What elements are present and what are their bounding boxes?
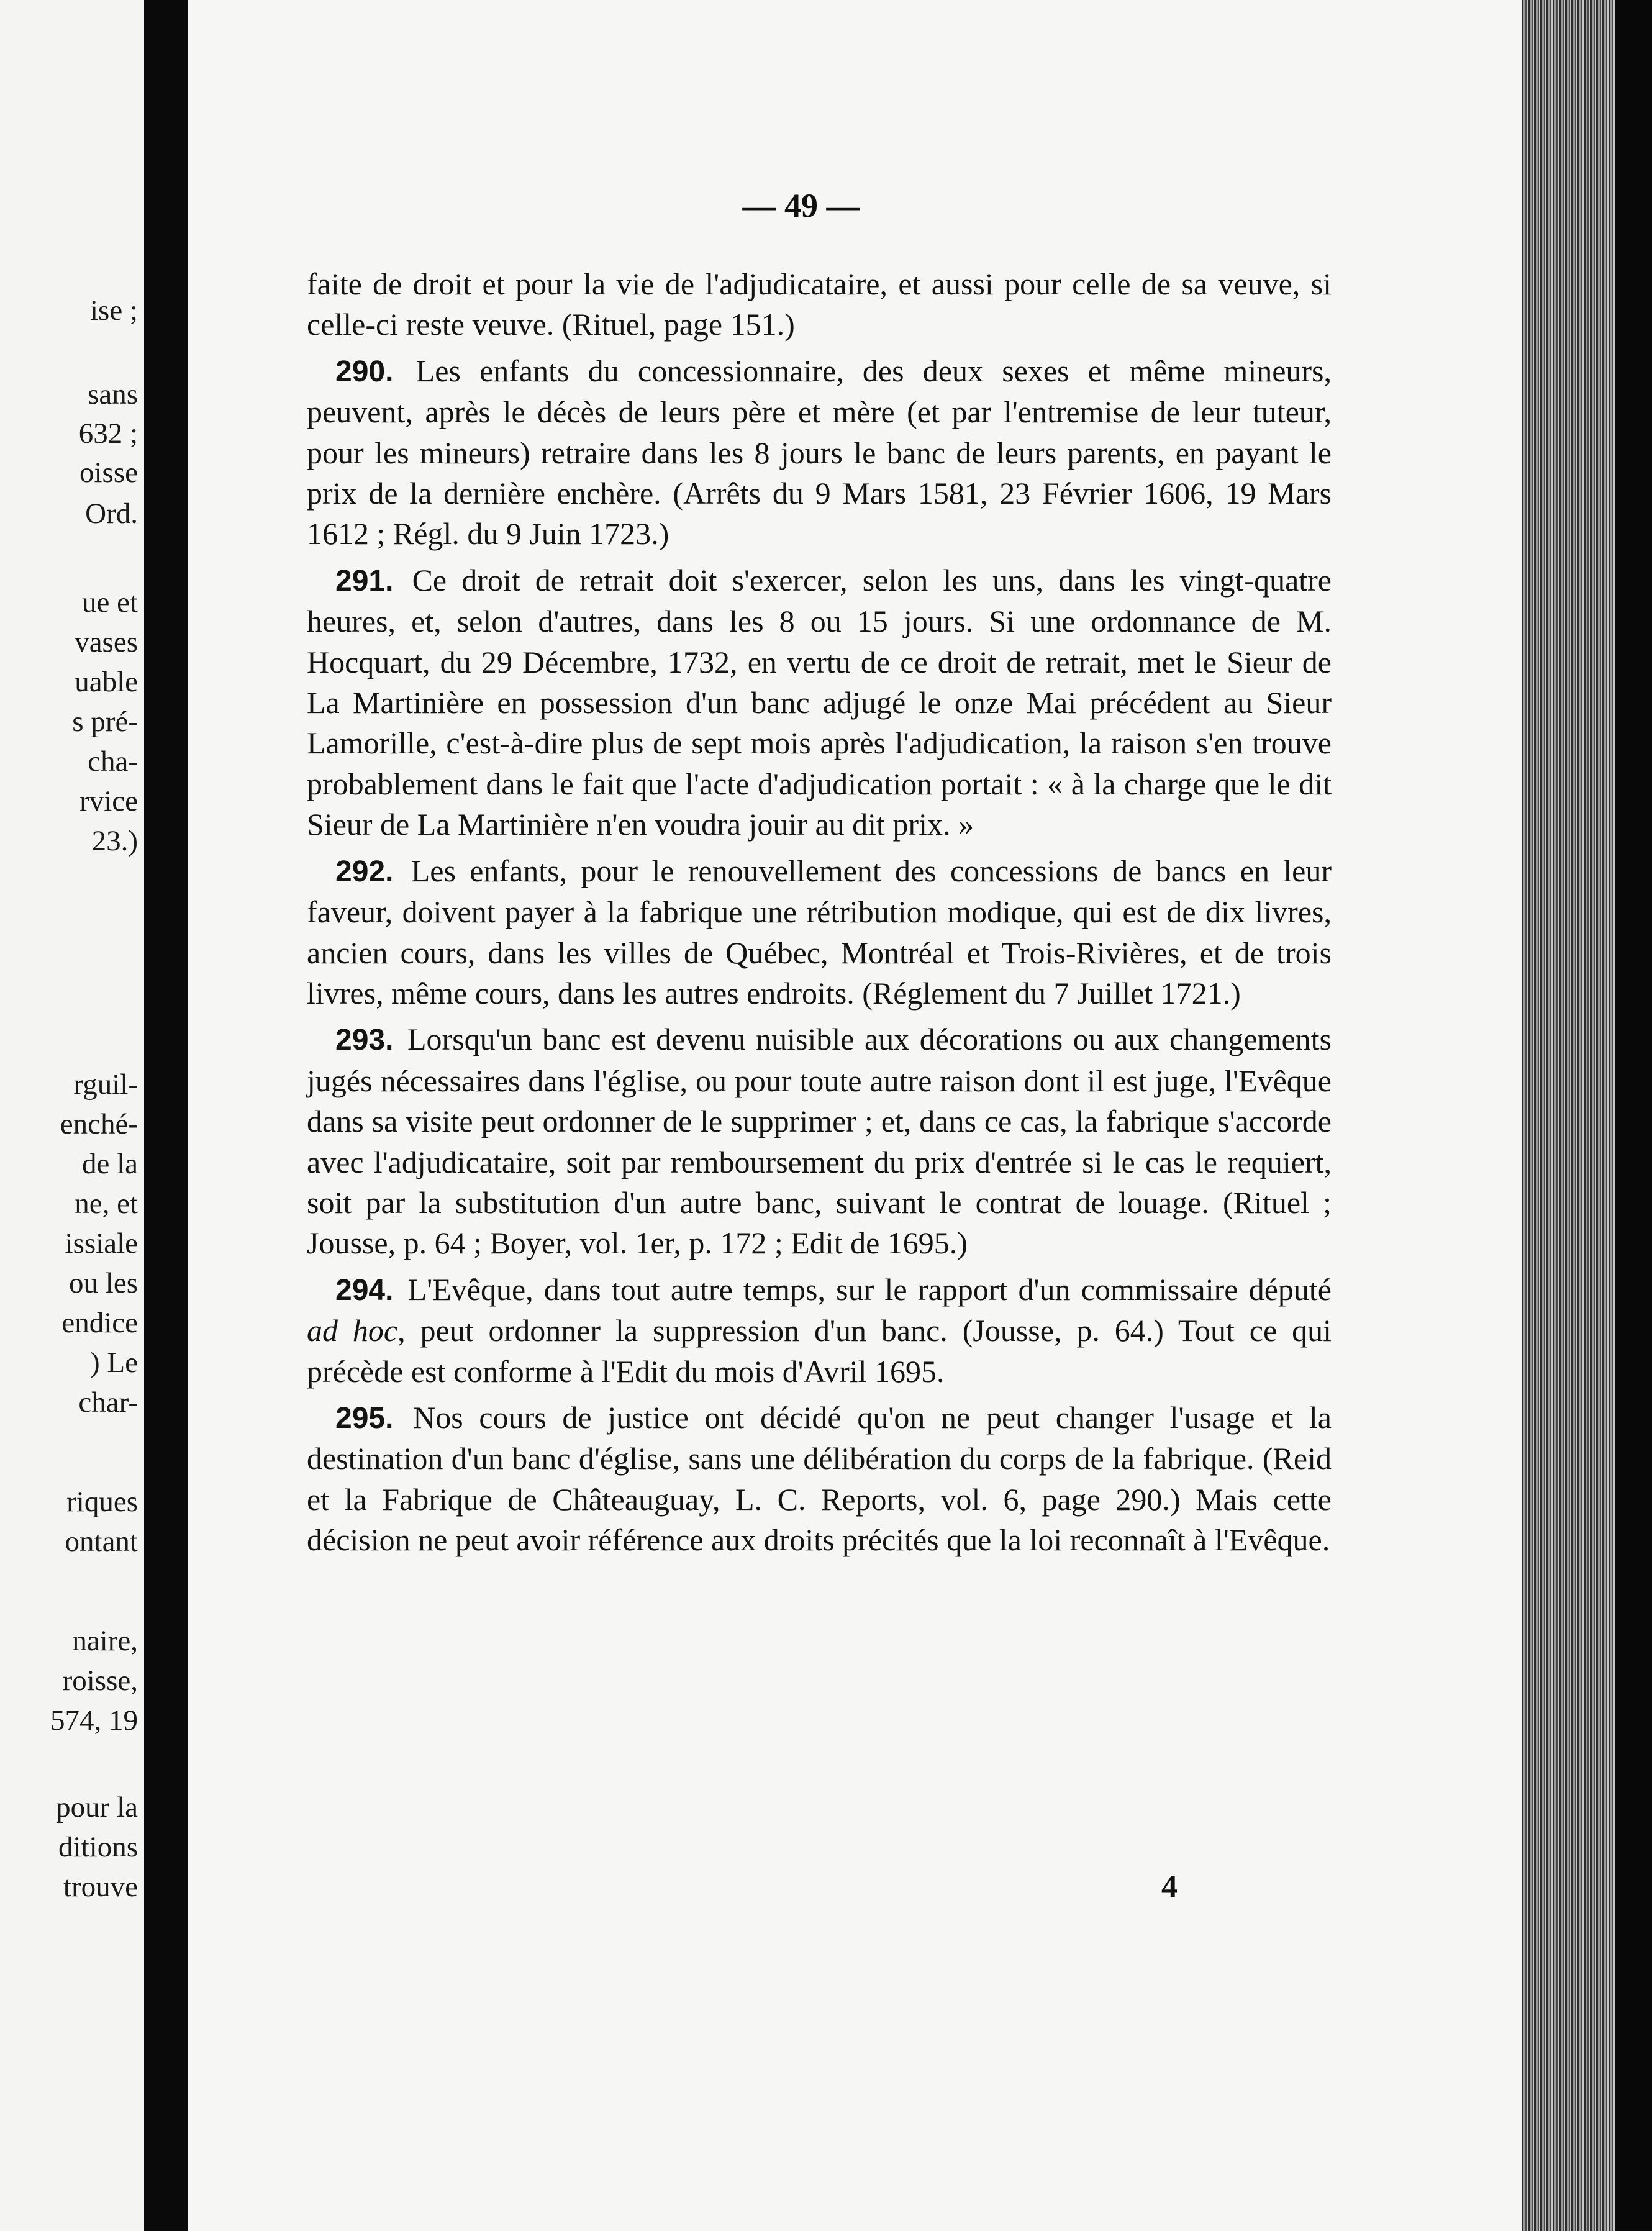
left-page-fragment: de la [81, 1148, 138, 1180]
left-page-fragment: rguil- [73, 1068, 138, 1101]
left-page-fragment: s pré- [72, 706, 138, 738]
left-page-fragment: ditions [58, 1831, 138, 1863]
paragraph-text-before: L'Evêque, dans tout autre temps, sur le rapport d'un commissaire député [407, 1271, 1332, 1307]
paragraph-text: Les enfants, pour le renouvellement des concessions de bancs en leur faveur, doivent payer à la fabrique une rétribution modique, qui est de dix livres, ancien cours, dans les villes de Québec, Montréal et Trois-Rivières, et de trois livres, même cours, dans les autres endroits. (Réglement du 7 Juillet 1721.) [307, 853, 1332, 1011]
paragraph-292 [307, 851, 1332, 1014]
left-page-fragment: cha- [88, 745, 138, 778]
intro-paragraph: faite de droit et pour la vie de l'adjudicataire, et aussi pour celle de sa veuve, si celle-ci reste veuve. (Rituel, page 151.) [307, 266, 1332, 342]
left-page-fragment: 574, 19 [50, 1704, 138, 1737]
paragraph-text-italic: ad hoc [307, 1313, 398, 1348]
paragraph-text-after: , peut ordonner la suppression d'un banc. (Jousse, p. 64.) Tout ce qui précède est conforme à l'Edit du mois d'Avril 1695. [307, 1313, 1332, 1389]
background-edge [1615, 0, 1652, 2231]
left-page-fragment: ne, et [75, 1188, 138, 1220]
left-page-fragment: endice [61, 1307, 138, 1339]
body-text [307, 264, 1332, 1566]
left-page-fragment: 632 ; [78, 417, 138, 450]
left-page-fragment: trouve [63, 1871, 138, 1903]
paragraph-295 [307, 1397, 1332, 1561]
paragraph-text: Les enfants du concessionnaire, des deux sexes et même mineurs, peuvent, après le décès de leurs père et mère (et par l'entremise de leur tuteur, pour les mineurs) retraire dans les 8 jours le banc de leurs parents, en payant le prix de la dernière enchère. (Arrêts du 9 Mars 1581, 23 Février 1606, 19 Mars 1612 ; Régl. du 9 Juin 1723.) [307, 353, 1332, 552]
left-page-fragment: sans [88, 378, 138, 411]
left-page-fragment: rvice [79, 785, 138, 817]
book-page-edges [1522, 0, 1615, 2231]
left-page-fragment: pour la [56, 1791, 138, 1824]
book-gutter [144, 0, 188, 2231]
left-page-fragment: roisse, [62, 1665, 138, 1697]
signature-mark: 4 [1161, 1869, 1178, 1904]
left-page-fragment: 23.) [91, 825, 138, 857]
left-page-fragment: ou les [69, 1267, 138, 1299]
paragraph-291 [307, 560, 1332, 845]
left-page-fragment: issiale [65, 1227, 138, 1260]
paragraph-294 [307, 1270, 1332, 1392]
left-page-fragment: oisse [79, 457, 138, 489]
left-page-fragment: vases [75, 626, 138, 658]
left-page-fragment: enché- [60, 1108, 138, 1140]
left-page-fragment: ontant [65, 1525, 138, 1558]
page-number: — 49 — [742, 187, 860, 224]
left-page-fragment: ue et [81, 586, 138, 619]
paragraph-number: 291. [335, 564, 394, 598]
paragraph-number: 292. [335, 855, 394, 888]
left-page-fragment: char- [78, 1386, 138, 1419]
paragraph-number: 294. [335, 1273, 394, 1307]
paragraph-text: Nos cours de justice ont décidé qu'on ne peut changer l'usage et la destination d'un banc d'église, sans une délibération du corps de la fabrique. (Reid et la Fabrique de Châteauguay, L. C. Reports, vol. 6, page 290.) Mais cette décision ne peut avoir référence aux droits précités que la loi reconnaît à l'Evêque. [307, 1399, 1332, 1558]
left-page-fragment: Ord. [85, 498, 138, 530]
left-page-fragment: riques [66, 1486, 138, 1518]
left-page-fragment: ise ; [89, 294, 138, 327]
paragraph-293 [307, 1019, 1332, 1263]
paragraph-text: Ce droit de retrait doit s'exercer, selon les uns, dans les vingt-quatre heures, et, selon d'autres, dans les 8 ou 15 jours. Si une ordonnance de M. Hocquart, du 29 Décembre, 1732, en vertu de ce droit de retrait, met le Sieur de La Martinière en possession d'un banc adjugé le onze Mai précédent au Sieur Lamorille, c'est-à-dire plus de sept mois après l'adjudication, la raison s'en trouve probablement dans le fait que l'acte d'adjudication portait : « à la charge que le dit Sieur de La Martinière n'en voudra jouir au dit prix. » [307, 562, 1332, 842]
paragraph-number: 293. [335, 1024, 394, 1057]
paragraph-number: 295. [335, 1401, 394, 1435]
left-page-fragment: uable [75, 666, 138, 698]
left-page-fragment: ) Le [90, 1347, 138, 1379]
paragraph-text: Lorsqu'un banc est devenu nuisible aux décorations ou aux changements jugés nécessaires dans l'église, ou pour toute autre raison dont il est juge, l'Evêque dans sa visite peut ordonner de le supprimer ; et, dans ce cas, la fabrique s'accorde avec l'adjudicataire, soit par remboursement du prix d'entrée si le cas le requiert, soit par la substitution d'un autre banc, suivant le contrat de louage. (Rituel ; Jousse, p. 64 ; Boyer, vol. 1er, p. 172 ; Edit de 1695.) [307, 1022, 1332, 1261]
left-page-fragment: naire, [72, 1625, 138, 1657]
left-facing-page [0, 0, 144, 2231]
paragraph-number: 290. [335, 355, 394, 388]
paragraph-290 [307, 351, 1332, 555]
